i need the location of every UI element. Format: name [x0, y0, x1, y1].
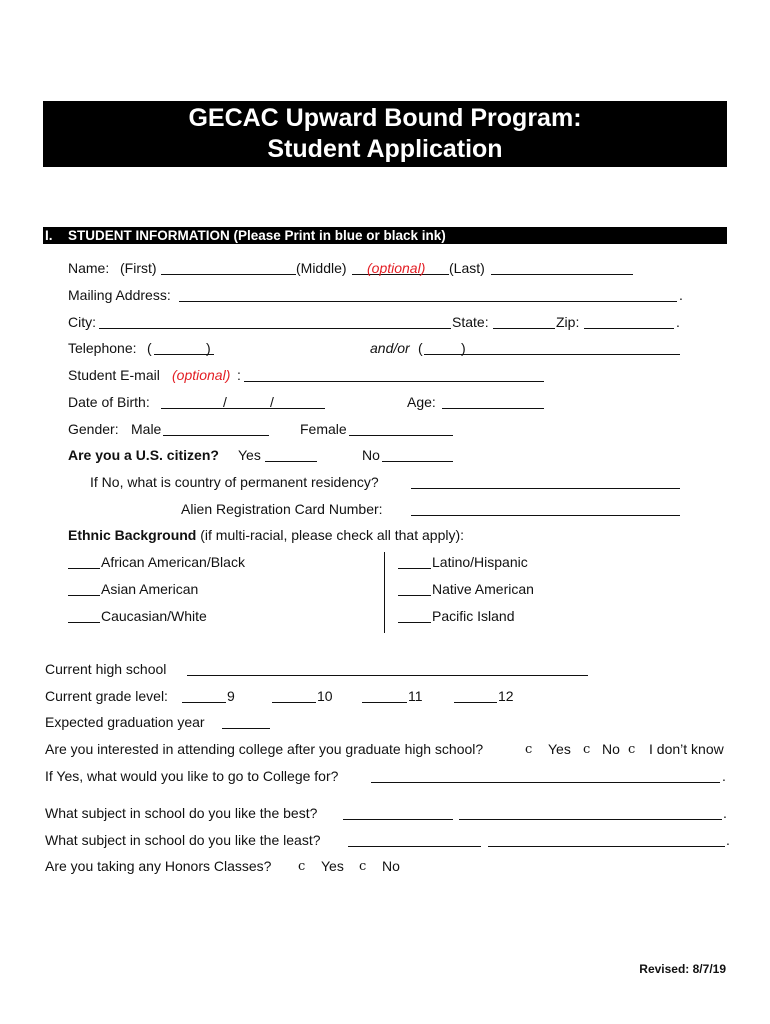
grade-10-checkline[interactable]: [272, 702, 316, 703]
grade-11-checkline[interactable]: [362, 702, 407, 703]
college-no-label: No: [602, 741, 620, 757]
ethnic-heading: [68, 527, 464, 543]
ethnic-checkline-native-american[interactable]: [398, 595, 431, 596]
citizen-yes-label: Yes: [238, 447, 261, 463]
city-field[interactable]: [99, 328, 451, 329]
last-name-label: (Last): [449, 260, 485, 276]
mailing-address-end: .: [679, 287, 683, 303]
ethnic-checkline-caucasian[interactable]: [68, 622, 100, 623]
best-subject-label: What subject in school do you like the best?: [45, 805, 318, 821]
ethnic-checkline-asian-american[interactable]: [68, 595, 100, 596]
grade-12-checkline[interactable]: [454, 702, 497, 703]
city-label: City:: [68, 314, 96, 330]
email-field[interactable]: [244, 381, 544, 382]
ethnic-checkline-african-american[interactable]: [68, 568, 100, 569]
zip-label: Zip:: [556, 314, 580, 330]
email-label: Student E-mail: [68, 367, 160, 383]
revised-date: Revised: 8/7/19: [639, 962, 726, 976]
least-subject-end: .: [726, 832, 730, 848]
telephone2-close-paren: ): [461, 340, 466, 356]
grade-level-label: Current grade level:: [45, 688, 168, 704]
dob-separator-2: /: [270, 394, 274, 410]
honors-no-checkbox[interactable]: c: [359, 859, 367, 874]
college-interest-question: Are you interested in attending college after you graduate high school?: [45, 741, 484, 757]
citizen-no-field[interactable]: [382, 461, 453, 462]
citizen-no-label: No: [362, 447, 380, 463]
mailing-address-field[interactable]: [179, 301, 677, 302]
residency-field[interactable]: [411, 488, 680, 489]
high-school-label: Current high school: [45, 661, 167, 677]
honors-yes-checkbox[interactable]: c: [298, 859, 306, 874]
dob-label: Date of Birth:: [68, 394, 150, 410]
grade-10-label: 10: [317, 688, 333, 704]
telephone2-open-paren: (: [418, 340, 423, 356]
ethnic-divider: [384, 552, 385, 633]
dob-separator-1: /: [223, 394, 227, 410]
city-row-end: .: [676, 314, 680, 330]
grade-12-label: 12: [498, 688, 514, 704]
best-subject-field-2[interactable]: [459, 819, 722, 820]
college-goal-label: If Yes, what would you like to go to College for?: [45, 768, 339, 784]
college-goal-end: .: [722, 768, 726, 784]
title-line-2: Student Application: [267, 135, 503, 163]
high-school-field[interactable]: [187, 675, 588, 676]
citizen-yes-field[interactable]: [265, 461, 317, 462]
honors-no-label: No: [382, 858, 400, 874]
college-yes-label: Yes: [548, 741, 571, 757]
email-colon: :: [237, 367, 241, 383]
alien-card-label: Alien Registration Card Number:: [181, 501, 383, 517]
age-field[interactable]: [442, 408, 544, 409]
gender-female-field[interactable]: [349, 435, 453, 436]
mailing-address-label: Mailing Address:: [68, 287, 171, 303]
section-title: STUDENT INFORMATION (Please Print in blue or black ink): [68, 228, 446, 243]
ethnic-option-pacific-island: Pacific Island: [432, 608, 515, 624]
ethnic-note: (if multi-racial, please check all that apply):: [200, 527, 465, 543]
first-name-field[interactable]: [161, 274, 296, 275]
telephone-close-paren: ): [206, 340, 211, 356]
middle-optional-note: (optional): [367, 260, 426, 276]
age-label: Age:: [407, 394, 436, 410]
zip-field[interactable]: [584, 328, 674, 329]
dob-field[interactable]: [161, 408, 325, 409]
gender-female-label: Female: [300, 421, 347, 437]
gender-male-label: Male: [131, 421, 162, 437]
state-field[interactable]: [493, 328, 555, 329]
ethnic-checkline-latino[interactable]: [398, 568, 431, 569]
first-name-label: (First): [120, 260, 157, 276]
ethnic-label: Ethnic Background: [68, 527, 197, 543]
ethnic-checkline-pacific-island[interactable]: [398, 622, 431, 623]
least-subject-field-1[interactable]: [348, 846, 481, 847]
honors-question: Are you taking any Honors Classes?: [45, 858, 272, 874]
ethnic-option-native-american: Native American: [432, 581, 534, 597]
ethnic-option-caucasian: Caucasian/White: [101, 608, 207, 624]
telephone-label: Telephone:: [68, 340, 137, 356]
best-subject-field-1[interactable]: [343, 819, 453, 820]
name-label: Name:: [68, 260, 110, 276]
gender-male-field[interactable]: [163, 435, 269, 436]
telephone-andor: and/or: [370, 340, 410, 356]
section-number: I.: [45, 228, 53, 243]
middle-name-label: (Middle): [296, 260, 347, 276]
best-subject-end: .: [723, 805, 727, 821]
honors-yes-label: Yes: [321, 858, 344, 874]
telephone-open-paren: (: [147, 340, 152, 356]
college-no-checkbox[interactable]: c: [583, 742, 591, 757]
college-unknown-checkbox[interactable]: c: [628, 742, 636, 757]
email-optional-note: (optional): [172, 367, 231, 383]
college-yes-checkbox[interactable]: c: [525, 742, 533, 757]
ethnic-option-asian-american: Asian American: [101, 581, 199, 597]
citizen-question: Are you a U.S. citizen?: [68, 447, 219, 463]
graduation-year-field[interactable]: [222, 728, 270, 729]
gender-label: Gender:: [68, 421, 119, 437]
college-goal-field[interactable]: [371, 782, 720, 783]
alien-card-field[interactable]: [411, 515, 680, 516]
last-name-field[interactable]: [491, 274, 633, 275]
grade-9-label: 9: [227, 688, 235, 704]
page-title: [43, 101, 727, 167]
college-unknown-label: I don’t know: [649, 741, 724, 757]
graduation-year-label: Expected graduation year: [45, 714, 205, 730]
title-line-1: GECAC Upward Bound Program:: [188, 104, 582, 132]
grade-9-checkline[interactable]: [182, 702, 226, 703]
section-header: [43, 227, 727, 244]
least-subject-label: What subject in school do you like the least?: [45, 832, 321, 848]
ethnic-option-african-american: African American/Black: [101, 554, 245, 570]
ethnic-option-latino: Latino/Hispanic: [432, 554, 528, 570]
residency-label: If No, what is country of permanent residency?: [90, 474, 379, 490]
telephone-field[interactable]: [154, 354, 214, 355]
state-label: State:: [452, 314, 489, 330]
least-subject-field-2[interactable]: [488, 846, 725, 847]
grade-11-label: 11: [408, 688, 423, 704]
